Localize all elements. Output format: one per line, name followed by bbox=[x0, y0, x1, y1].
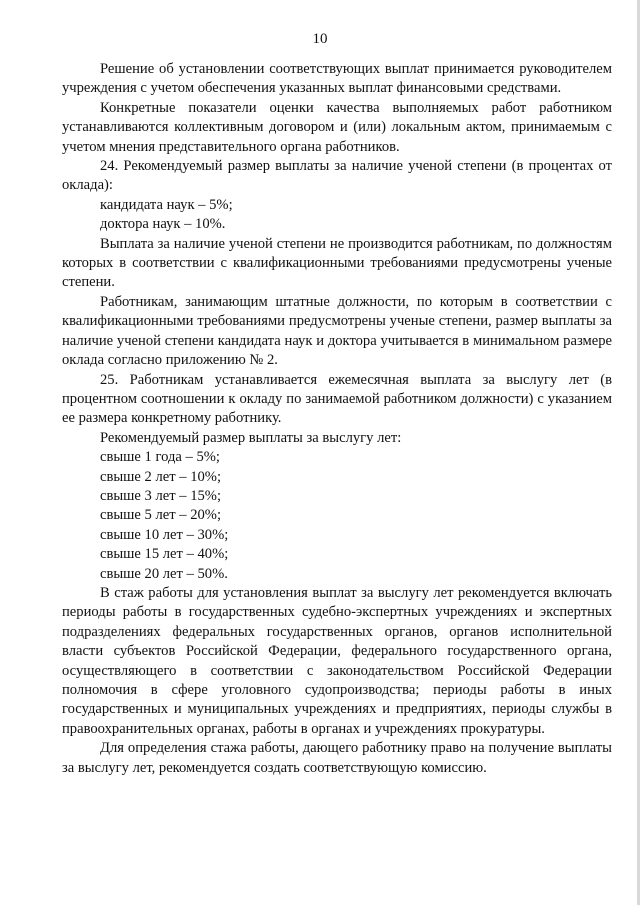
list-item-candidate-degree: кандидата наук – 5%; bbox=[100, 196, 233, 213]
paragraph-seniority-intro: Рекомендуемый размер выплаты за выслугу лет: bbox=[100, 429, 402, 446]
list-item-seniority: свыше 10 лет – 30%; bbox=[100, 526, 229, 543]
paragraph-service-periods: В стаж работы для установления выплат за выслугу лет рекомендуется включать периоды работы в государственных судебно-экспертных учреждениях и экспертных подразделениях федеральных государственных органов, органов исполнительной власти субъектов Российской Федерации, федерального государственного органа, осуществляющего в соответствии с законодательством Российской Федерации полномочия в сфере уголовного судопроизводства; периоды работы в иных государственных и муниципальных учреждениях и предприятиях, периоды службы в правоохранительных органах, работы в органах и учреждениях прокуратуры. bbox=[62, 584, 612, 737]
paragraph-degree-salary: Работникам, занимающим штатные должности, по которым в соответствии с квалификационными требованиями предусмотрены ученые степени, размер выплаты за наличие ученой степени кандидата наук и доктора учитывается в минимальном размере оклада согласно приложению № 2. bbox=[62, 293, 612, 369]
paragraph-quality-indicators: Конкретные показатели оценки качества выполняемых работ работником устанавливаются коллективным договором и (или) локальным актом, принимаемым с учетом мнения представительного органа работников. bbox=[62, 99, 612, 155]
list-item-seniority: свыше 15 лет – 40%; bbox=[100, 546, 229, 563]
document-body bbox=[62, 60, 612, 778]
paragraph-commission: Для определения стажа работы, дающего работнику право на получение выплаты за выслугу лет, рекомендуется создать соответствующую комиссию. bbox=[62, 740, 612, 776]
list-item-doctor-degree: доктора наук – 10%. bbox=[100, 216, 226, 233]
list-item-seniority: свыше 3 лет – 15%; bbox=[100, 487, 222, 504]
paragraph-payment-decision: Решение об установлении соответствующих выплат принимается руководителем учреждения с учетом обеспечения указанных выплат финансовыми средствами. bbox=[62, 61, 612, 97]
paragraph-item-25: 25. Работникам устанавливается ежемесячная выплата за выслугу лет (в процентном соотношении к окладу по занимаемой работником должности) с указанием ее размера конкретному работнику. bbox=[62, 371, 612, 427]
list-item-seniority: свыше 2 лет – 10%; bbox=[100, 468, 222, 485]
page-number: 10 bbox=[312, 31, 328, 47]
list-item-seniority: свыше 5 лет – 20%; bbox=[100, 507, 222, 524]
list-item-seniority: свыше 1 года – 5%; bbox=[100, 449, 220, 466]
list-item-seniority: свыше 20 лет – 50%. bbox=[100, 565, 228, 582]
paragraph-degree-exception: Выплата за наличие ученой степени не производится работникам, по должностям которых в соответствии с квалификационными требованиями предусмотрены ученые степени. bbox=[62, 235, 612, 291]
paragraph-item-24: 24. Рекомендуемый размер выплаты за наличие ученой степени (в процентах от оклада): bbox=[62, 158, 612, 194]
